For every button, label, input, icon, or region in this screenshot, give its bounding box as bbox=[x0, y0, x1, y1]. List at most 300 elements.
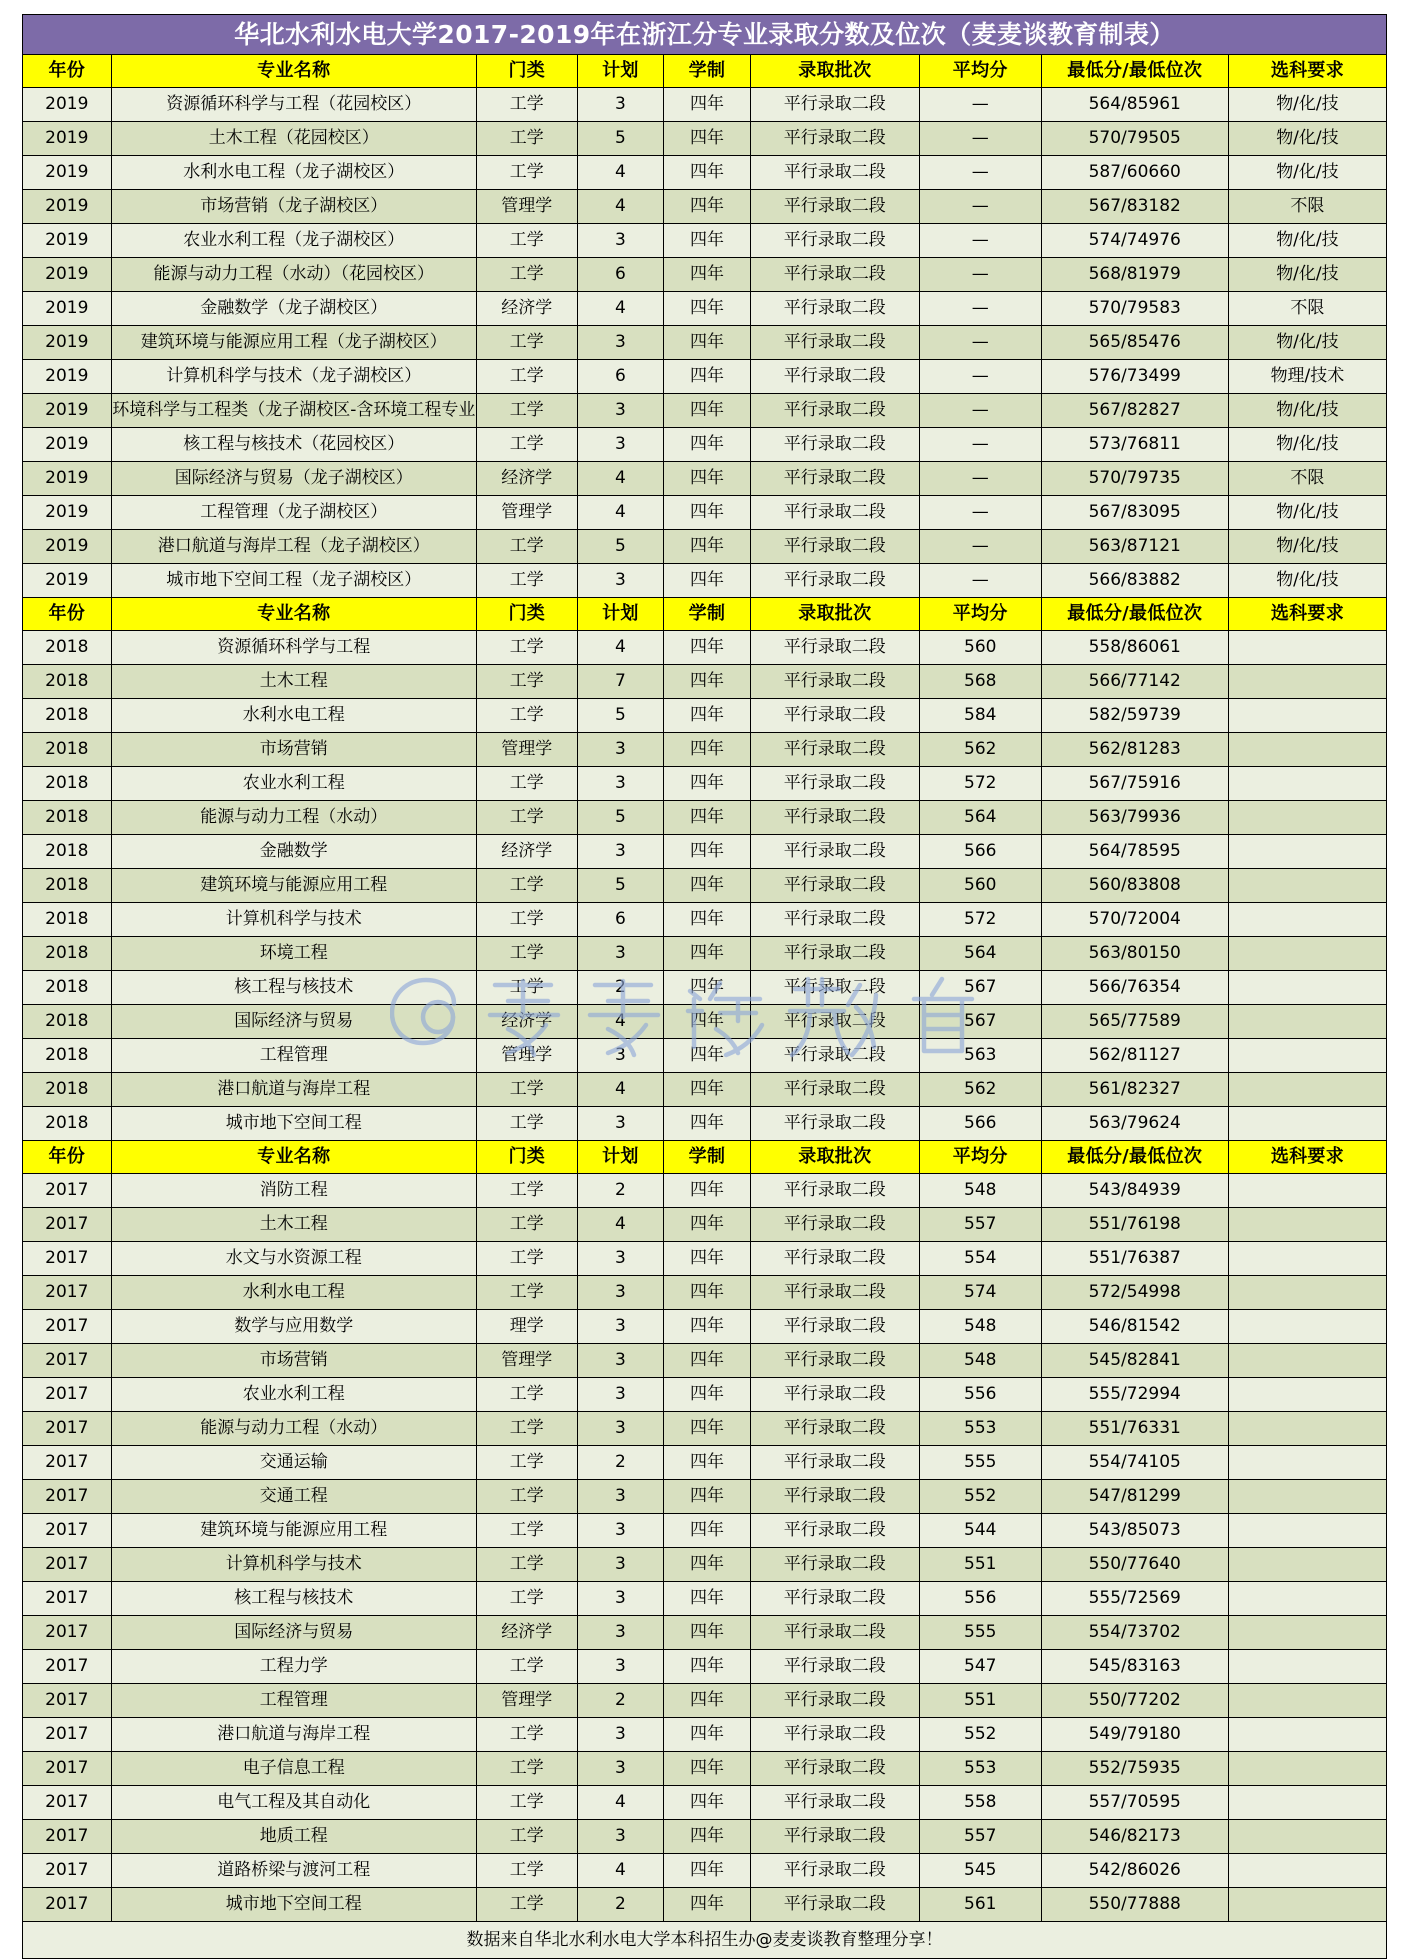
cell-plan-count: 3 bbox=[577, 428, 664, 462]
cell-min-score-rank: 563/79624 bbox=[1041, 1107, 1228, 1141]
column-header-category: 门类 bbox=[476, 1141, 577, 1174]
cell-duration: 四年 bbox=[664, 1820, 751, 1854]
cell-plan-count: 2 bbox=[577, 971, 664, 1005]
table-row bbox=[23, 258, 1387, 292]
table-row bbox=[23, 1752, 1387, 1786]
cell-admission-batch: 平行录取二段 bbox=[750, 1344, 919, 1378]
cell-major-name: 土木工程（花园校区） bbox=[111, 122, 476, 156]
cell-min-score-rank: 546/82173 bbox=[1041, 1820, 1228, 1854]
cell-major-name: 消防工程 bbox=[111, 1174, 476, 1208]
column-header-row-2017 bbox=[23, 1141, 1387, 1174]
cell-major-name: 环境工程 bbox=[111, 937, 476, 971]
cell-min-score-rank: 565/77589 bbox=[1041, 1005, 1228, 1039]
cell-admission-batch: 平行录取二段 bbox=[750, 462, 919, 496]
cell-subject-requirement: 不限 bbox=[1228, 462, 1386, 496]
cell-subject-requirement bbox=[1228, 1174, 1386, 1208]
cell-year: 2019 bbox=[23, 326, 112, 360]
cell-major-name: 城市地下空间工程 bbox=[111, 1107, 476, 1141]
cell-average-score: 553 bbox=[919, 1752, 1041, 1786]
cell-subject-requirement bbox=[1228, 1650, 1386, 1684]
cell-admission-batch: 平行录取二段 bbox=[750, 1005, 919, 1039]
cell-min-score-rank: 554/73702 bbox=[1041, 1616, 1228, 1650]
cell-average-score: 558 bbox=[919, 1786, 1041, 1820]
cell-duration: 四年 bbox=[664, 665, 751, 699]
cell-year: 2019 bbox=[23, 564, 112, 598]
cell-category: 工学 bbox=[476, 428, 577, 462]
cell-average-score: 572 bbox=[919, 767, 1041, 801]
cell-major-name: 市场营销（龙子湖校区） bbox=[111, 190, 476, 224]
cell-year: 2018 bbox=[23, 1039, 112, 1073]
cell-subject-requirement bbox=[1228, 1310, 1386, 1344]
page-title: 华北水利水电大学2017-2019年在浙江分专业录取分数及位次（麦麦谈教育制表） bbox=[23, 15, 1387, 55]
cell-min-score-rank: 551/76387 bbox=[1041, 1242, 1228, 1276]
cell-year: 2018 bbox=[23, 699, 112, 733]
cell-plan-count: 6 bbox=[577, 360, 664, 394]
column-header-min-score-rank: 最低分/最低位次 bbox=[1041, 598, 1228, 631]
cell-min-score-rank: 542/86026 bbox=[1041, 1854, 1228, 1888]
cell-admission-batch: 平行录取二段 bbox=[750, 1174, 919, 1208]
cell-duration: 四年 bbox=[664, 1412, 751, 1446]
column-header-subject-requirement: 选科要求 bbox=[1228, 1141, 1386, 1174]
cell-major-name: 城市地下空间工程（龙子湖校区） bbox=[111, 564, 476, 598]
cell-min-score-rank: 555/72569 bbox=[1041, 1582, 1228, 1616]
cell-min-score-rank: 572/54998 bbox=[1041, 1276, 1228, 1310]
cell-average-score: 551 bbox=[919, 1684, 1041, 1718]
table-row bbox=[23, 1684, 1387, 1718]
cell-subject-requirement: 物/化/技 bbox=[1228, 156, 1386, 190]
table-row bbox=[23, 1378, 1387, 1412]
cell-min-score-rank: 573/76811 bbox=[1041, 428, 1228, 462]
cell-min-score-rank: 563/80150 bbox=[1041, 937, 1228, 971]
cell-average-score: 562 bbox=[919, 1073, 1041, 1107]
cell-year: 2019 bbox=[23, 190, 112, 224]
cell-admission-batch: 平行录取二段 bbox=[750, 530, 919, 564]
column-header-duration: 学制 bbox=[664, 598, 751, 631]
cell-category: 工学 bbox=[476, 1174, 577, 1208]
cell-category: 工学 bbox=[476, 1514, 577, 1548]
cell-major-name: 水利水电工程 bbox=[111, 699, 476, 733]
cell-duration: 四年 bbox=[664, 937, 751, 971]
column-header-major-name: 专业名称 bbox=[111, 1141, 476, 1174]
cell-average-score: 566 bbox=[919, 1107, 1041, 1141]
cell-year: 2017 bbox=[23, 1888, 112, 1922]
cell-min-score-rank: 550/77888 bbox=[1041, 1888, 1228, 1922]
table-row bbox=[23, 1446, 1387, 1480]
cell-duration: 四年 bbox=[664, 564, 751, 598]
cell-average-score: — bbox=[919, 326, 1041, 360]
cell-average-score: 564 bbox=[919, 937, 1041, 971]
cell-major-name: 电子信息工程 bbox=[111, 1752, 476, 1786]
table-row bbox=[23, 1888, 1387, 1922]
cell-admission-batch: 平行录取二段 bbox=[750, 835, 919, 869]
cell-average-score: 574 bbox=[919, 1276, 1041, 1310]
table-row bbox=[23, 1480, 1387, 1514]
cell-subject-requirement bbox=[1228, 1242, 1386, 1276]
cell-category: 工学 bbox=[476, 801, 577, 835]
table-row bbox=[23, 156, 1387, 190]
admission-scores-table bbox=[22, 14, 1387, 1959]
cell-average-score: — bbox=[919, 122, 1041, 156]
cell-min-score-rank: 570/79505 bbox=[1041, 122, 1228, 156]
cell-major-name: 国际经济与贸易（龙子湖校区） bbox=[111, 462, 476, 496]
table-row bbox=[23, 224, 1387, 258]
cell-plan-count: 3 bbox=[577, 1514, 664, 1548]
cell-major-name: 水利水电工程（龙子湖校区） bbox=[111, 156, 476, 190]
cell-subject-requirement bbox=[1228, 1208, 1386, 1242]
cell-category: 工学 bbox=[476, 1378, 577, 1412]
cell-category: 工学 bbox=[476, 767, 577, 801]
cell-major-name: 工程管理（龙子湖校区） bbox=[111, 496, 476, 530]
cell-duration: 四年 bbox=[664, 835, 751, 869]
cell-category: 工学 bbox=[476, 1480, 577, 1514]
cell-duration: 四年 bbox=[664, 869, 751, 903]
cell-duration: 四年 bbox=[664, 733, 751, 767]
column-header-subject-requirement: 选科要求 bbox=[1228, 598, 1386, 631]
cell-major-name: 资源循环科学与工程（花园校区） bbox=[111, 88, 476, 122]
cell-subject-requirement bbox=[1228, 1820, 1386, 1854]
cell-min-score-rank: 543/85073 bbox=[1041, 1514, 1228, 1548]
cell-min-score-rank: 554/74105 bbox=[1041, 1446, 1228, 1480]
cell-category: 工学 bbox=[476, 88, 577, 122]
cell-year: 2017 bbox=[23, 1650, 112, 1684]
cell-year: 2017 bbox=[23, 1276, 112, 1310]
cell-subject-requirement: 物/化/技 bbox=[1228, 394, 1386, 428]
cell-subject-requirement: 物/化/技 bbox=[1228, 258, 1386, 292]
cell-subject-requirement bbox=[1228, 1107, 1386, 1141]
table-row bbox=[23, 496, 1387, 530]
cell-plan-count: 6 bbox=[577, 903, 664, 937]
cell-subject-requirement bbox=[1228, 1412, 1386, 1446]
cell-plan-count: 3 bbox=[577, 1480, 664, 1514]
cell-year: 2019 bbox=[23, 360, 112, 394]
cell-year: 2018 bbox=[23, 631, 112, 665]
cell-duration: 四年 bbox=[664, 1005, 751, 1039]
cell-year: 2019 bbox=[23, 292, 112, 326]
cell-average-score: — bbox=[919, 224, 1041, 258]
cell-average-score: — bbox=[919, 190, 1041, 224]
cell-year: 2017 bbox=[23, 1412, 112, 1446]
cell-category: 工学 bbox=[476, 156, 577, 190]
cell-min-score-rank: 555/72994 bbox=[1041, 1378, 1228, 1412]
cell-category: 工学 bbox=[476, 394, 577, 428]
cell-plan-count: 4 bbox=[577, 496, 664, 530]
cell-admission-batch: 平行录取二段 bbox=[750, 1073, 919, 1107]
cell-category: 工学 bbox=[476, 1107, 577, 1141]
cell-min-score-rank: 551/76198 bbox=[1041, 1208, 1228, 1242]
cell-plan-count: 4 bbox=[577, 1786, 664, 1820]
cell-category: 工学 bbox=[476, 665, 577, 699]
cell-category: 经济学 bbox=[476, 835, 577, 869]
cell-category: 经济学 bbox=[476, 292, 577, 326]
cell-subject-requirement bbox=[1228, 1718, 1386, 1752]
cell-admission-batch: 平行录取二段 bbox=[750, 190, 919, 224]
cell-admission-batch: 平行录取二段 bbox=[750, 665, 919, 699]
cell-min-score-rank: 561/82327 bbox=[1041, 1073, 1228, 1107]
cell-admission-batch: 平行录取二段 bbox=[750, 767, 919, 801]
cell-major-name: 金融数学（龙子湖校区） bbox=[111, 292, 476, 326]
cell-plan-count: 4 bbox=[577, 1073, 664, 1107]
cell-major-name: 道路桥梁与渡河工程 bbox=[111, 1854, 476, 1888]
cell-duration: 四年 bbox=[664, 1276, 751, 1310]
cell-duration: 四年 bbox=[664, 1684, 751, 1718]
cell-admission-batch: 平行录取二段 bbox=[750, 1718, 919, 1752]
cell-subject-requirement bbox=[1228, 1073, 1386, 1107]
cell-duration: 四年 bbox=[664, 1107, 751, 1141]
cell-plan-count: 3 bbox=[577, 1310, 664, 1344]
cell-average-score: — bbox=[919, 530, 1041, 564]
cell-admission-batch: 平行录取二段 bbox=[750, 869, 919, 903]
column-header-average-score: 平均分 bbox=[919, 55, 1041, 88]
cell-plan-count: 4 bbox=[577, 292, 664, 326]
cell-admission-batch: 平行录取二段 bbox=[750, 1107, 919, 1141]
cell-admission-batch: 平行录取二段 bbox=[750, 1412, 919, 1446]
cell-admission-batch: 平行录取二段 bbox=[750, 1039, 919, 1073]
cell-year: 2019 bbox=[23, 428, 112, 462]
cell-subject-requirement bbox=[1228, 903, 1386, 937]
cell-admission-batch: 平行录取二段 bbox=[750, 1378, 919, 1412]
cell-min-score-rank: 576/73499 bbox=[1041, 360, 1228, 394]
cell-average-score: 584 bbox=[919, 699, 1041, 733]
cell-category: 工学 bbox=[476, 1752, 577, 1786]
cell-average-score: — bbox=[919, 292, 1041, 326]
cell-average-score: — bbox=[919, 462, 1041, 496]
table-row bbox=[23, 428, 1387, 462]
cell-min-score-rank: 551/76331 bbox=[1041, 1412, 1228, 1446]
cell-average-score: 567 bbox=[919, 1005, 1041, 1039]
cell-min-score-rank: 558/86061 bbox=[1041, 631, 1228, 665]
cell-min-score-rank: 562/81283 bbox=[1041, 733, 1228, 767]
cell-subject-requirement bbox=[1228, 1276, 1386, 1310]
cell-average-score: 556 bbox=[919, 1582, 1041, 1616]
table-row bbox=[23, 1005, 1387, 1039]
cell-admission-batch: 平行录取二段 bbox=[750, 699, 919, 733]
cell-plan-count: 3 bbox=[577, 1107, 664, 1141]
cell-duration: 四年 bbox=[664, 1514, 751, 1548]
cell-min-score-rank: 570/79735 bbox=[1041, 462, 1228, 496]
cell-subject-requirement: 物/化/技 bbox=[1228, 326, 1386, 360]
cell-category: 工学 bbox=[476, 1888, 577, 1922]
cell-subject-requirement bbox=[1228, 1039, 1386, 1073]
cell-major-name: 土木工程 bbox=[111, 1208, 476, 1242]
cell-year: 2017 bbox=[23, 1208, 112, 1242]
cell-year: 2018 bbox=[23, 1073, 112, 1107]
cell-admission-batch: 平行录取二段 bbox=[750, 1582, 919, 1616]
cell-category: 工学 bbox=[476, 326, 577, 360]
cell-category: 管理学 bbox=[476, 1684, 577, 1718]
cell-category: 工学 bbox=[476, 699, 577, 733]
cell-average-score: — bbox=[919, 394, 1041, 428]
table-row bbox=[23, 1310, 1387, 1344]
cell-year: 2018 bbox=[23, 733, 112, 767]
cell-major-name: 市场营销 bbox=[111, 1344, 476, 1378]
cell-major-name: 能源与动力工程（水动） bbox=[111, 801, 476, 835]
cell-major-name: 核工程与核技术 bbox=[111, 1582, 476, 1616]
cell-duration: 四年 bbox=[664, 1378, 751, 1412]
cell-min-score-rank: 574/74976 bbox=[1041, 224, 1228, 258]
cell-subject-requirement bbox=[1228, 1888, 1386, 1922]
cell-average-score: — bbox=[919, 564, 1041, 598]
cell-duration: 四年 bbox=[664, 360, 751, 394]
table-row bbox=[23, 665, 1387, 699]
column-header-plan-count: 计划 bbox=[577, 1141, 664, 1174]
cell-major-name: 工程力学 bbox=[111, 1650, 476, 1684]
table-row bbox=[23, 1039, 1387, 1073]
cell-admission-batch: 平行录取二段 bbox=[750, 1548, 919, 1582]
cell-min-score-rank: 552/75935 bbox=[1041, 1752, 1228, 1786]
cell-min-score-rank: 563/87121 bbox=[1041, 530, 1228, 564]
cell-duration: 四年 bbox=[664, 631, 751, 665]
cell-duration: 四年 bbox=[664, 1582, 751, 1616]
table-row bbox=[23, 1412, 1387, 1446]
cell-category: 经济学 bbox=[476, 1005, 577, 1039]
cell-major-name: 农业水利工程 bbox=[111, 767, 476, 801]
cell-plan-count: 5 bbox=[577, 869, 664, 903]
cell-min-score-rank: 557/70595 bbox=[1041, 1786, 1228, 1820]
cell-admission-batch: 平行录取二段 bbox=[750, 394, 919, 428]
cell-duration: 四年 bbox=[664, 801, 751, 835]
cell-admission-batch: 平行录取二段 bbox=[750, 1310, 919, 1344]
cell-subject-requirement bbox=[1228, 1344, 1386, 1378]
cell-min-score-rank: 582/59739 bbox=[1041, 699, 1228, 733]
cell-year: 2019 bbox=[23, 496, 112, 530]
cell-category: 管理学 bbox=[476, 1039, 577, 1073]
cell-major-name: 地质工程 bbox=[111, 1820, 476, 1854]
cell-major-name: 电气工程及其自动化 bbox=[111, 1786, 476, 1820]
cell-category: 经济学 bbox=[476, 462, 577, 496]
table-row bbox=[23, 292, 1387, 326]
cell-year: 2017 bbox=[23, 1684, 112, 1718]
cell-category: 经济学 bbox=[476, 1616, 577, 1650]
table-row bbox=[23, 1616, 1387, 1650]
cell-subject-requirement bbox=[1228, 1582, 1386, 1616]
cell-plan-count: 7 bbox=[577, 665, 664, 699]
cell-category: 工学 bbox=[476, 1073, 577, 1107]
cell-subject-requirement bbox=[1228, 835, 1386, 869]
cell-year: 2018 bbox=[23, 665, 112, 699]
cell-major-name: 水文与水资源工程 bbox=[111, 1242, 476, 1276]
table-row bbox=[23, 462, 1387, 496]
cell-admission-batch: 平行录取二段 bbox=[750, 733, 919, 767]
cell-plan-count: 4 bbox=[577, 1854, 664, 1888]
cell-plan-count: 4 bbox=[577, 190, 664, 224]
table-row bbox=[23, 1820, 1387, 1854]
cell-admission-batch: 平行录取二段 bbox=[750, 1752, 919, 1786]
cell-duration: 四年 bbox=[664, 1752, 751, 1786]
cell-subject-requirement: 物/化/技 bbox=[1228, 224, 1386, 258]
cell-plan-count: 3 bbox=[577, 1276, 664, 1310]
cell-year: 2017 bbox=[23, 1854, 112, 1888]
table-row bbox=[23, 1208, 1387, 1242]
cell-plan-count: 3 bbox=[577, 1718, 664, 1752]
cell-average-score: — bbox=[919, 156, 1041, 190]
cell-plan-count: 5 bbox=[577, 801, 664, 835]
table-row bbox=[23, 1107, 1387, 1141]
cell-min-score-rank: 567/83182 bbox=[1041, 190, 1228, 224]
cell-category: 工学 bbox=[476, 1446, 577, 1480]
column-header-subject-requirement: 选科要求 bbox=[1228, 55, 1386, 88]
cell-plan-count: 3 bbox=[577, 88, 664, 122]
cell-min-score-rank: 567/82827 bbox=[1041, 394, 1228, 428]
cell-average-score: 562 bbox=[919, 733, 1041, 767]
cell-year: 2019 bbox=[23, 88, 112, 122]
cell-category: 工学 bbox=[476, 564, 577, 598]
cell-duration: 四年 bbox=[664, 1073, 751, 1107]
cell-category: 工学 bbox=[476, 1650, 577, 1684]
cell-category: 管理学 bbox=[476, 1344, 577, 1378]
table-row bbox=[23, 1548, 1387, 1582]
column-header-major-name: 专业名称 bbox=[111, 598, 476, 631]
cell-year: 2018 bbox=[23, 937, 112, 971]
cell-admission-batch: 平行录取二段 bbox=[750, 1616, 919, 1650]
cell-plan-count: 3 bbox=[577, 1616, 664, 1650]
cell-duration: 四年 bbox=[664, 1039, 751, 1073]
cell-year: 2019 bbox=[23, 224, 112, 258]
cell-admission-batch: 平行录取二段 bbox=[750, 1650, 919, 1684]
cell-subject-requirement bbox=[1228, 733, 1386, 767]
cell-average-score: 572 bbox=[919, 903, 1041, 937]
cell-subject-requirement bbox=[1228, 1446, 1386, 1480]
cell-duration: 四年 bbox=[664, 1480, 751, 1514]
table-row bbox=[23, 1344, 1387, 1378]
cell-category: 工学 bbox=[476, 258, 577, 292]
cell-plan-count: 3 bbox=[577, 1344, 664, 1378]
cell-duration: 四年 bbox=[664, 1718, 751, 1752]
table-row bbox=[23, 1650, 1387, 1684]
source-note: 数据来自华北水利水电大学本科招生办@麦麦谈教育整理分享！ bbox=[23, 1922, 1387, 1959]
cell-plan-count: 4 bbox=[577, 631, 664, 665]
table-row bbox=[23, 869, 1387, 903]
cell-year: 2017 bbox=[23, 1514, 112, 1548]
cell-year: 2017 bbox=[23, 1616, 112, 1650]
cell-min-score-rank: 564/78595 bbox=[1041, 835, 1228, 869]
cell-min-score-rank: 545/83163 bbox=[1041, 1650, 1228, 1684]
cell-major-name: 建筑环境与能源应用工程 bbox=[111, 869, 476, 903]
cell-average-score: — bbox=[919, 258, 1041, 292]
cell-major-name: 港口航道与海岸工程（龙子湖校区） bbox=[111, 530, 476, 564]
cell-subject-requirement bbox=[1228, 1378, 1386, 1412]
column-header-year: 年份 bbox=[23, 55, 112, 88]
cell-category: 工学 bbox=[476, 1718, 577, 1752]
cell-duration: 四年 bbox=[664, 1310, 751, 1344]
cell-year: 2018 bbox=[23, 903, 112, 937]
cell-plan-count: 2 bbox=[577, 1684, 664, 1718]
column-header-major-name: 专业名称 bbox=[111, 55, 476, 88]
cell-subject-requirement bbox=[1228, 1786, 1386, 1820]
cell-subject-requirement bbox=[1228, 1752, 1386, 1786]
cell-duration: 四年 bbox=[664, 1650, 751, 1684]
cell-category: 管理学 bbox=[476, 496, 577, 530]
cell-subject-requirement: 不限 bbox=[1228, 190, 1386, 224]
cell-admission-batch: 平行录取二段 bbox=[750, 1888, 919, 1922]
cell-average-score: 554 bbox=[919, 1242, 1041, 1276]
cell-min-score-rank: 566/83882 bbox=[1041, 564, 1228, 598]
cell-min-score-rank: 547/81299 bbox=[1041, 1480, 1228, 1514]
table-row bbox=[23, 1582, 1387, 1616]
cell-category: 工学 bbox=[476, 1786, 577, 1820]
cell-major-name: 建筑环境与能源应用工程 bbox=[111, 1514, 476, 1548]
cell-major-name: 港口航道与海岸工程 bbox=[111, 1073, 476, 1107]
cell-duration: 四年 bbox=[664, 122, 751, 156]
column-header-row-2019 bbox=[23, 55, 1387, 88]
cell-average-score: — bbox=[919, 428, 1041, 462]
cell-average-score: 552 bbox=[919, 1480, 1041, 1514]
column-header-plan-count: 计划 bbox=[577, 598, 664, 631]
table-row bbox=[23, 1276, 1387, 1310]
table-row bbox=[23, 564, 1387, 598]
cell-average-score: 557 bbox=[919, 1820, 1041, 1854]
cell-subject-requirement bbox=[1228, 971, 1386, 1005]
cell-major-name: 水利水电工程 bbox=[111, 1276, 476, 1310]
